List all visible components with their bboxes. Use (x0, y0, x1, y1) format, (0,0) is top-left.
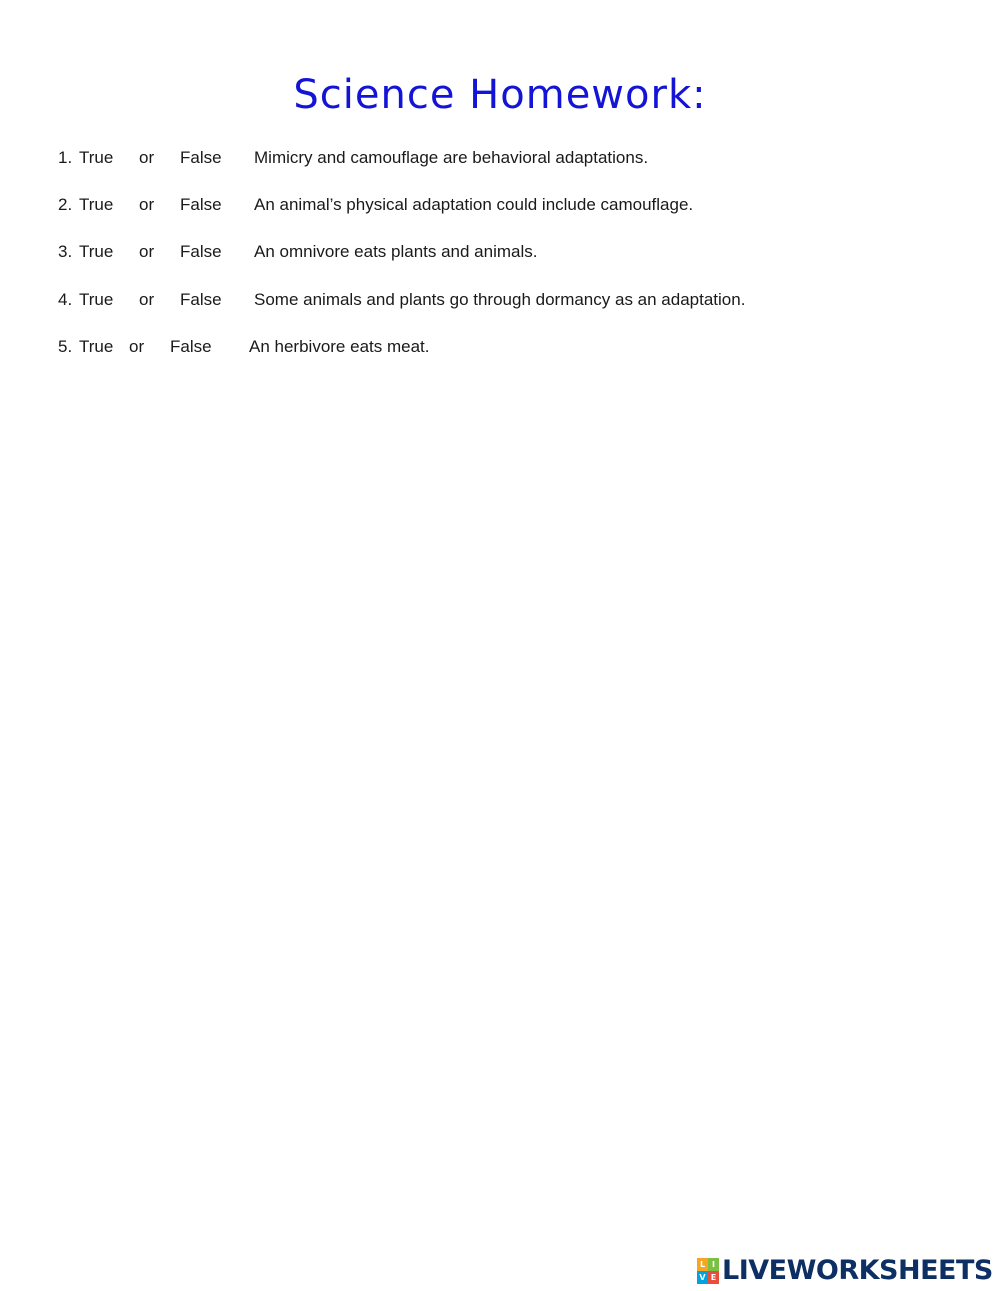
question-statement: Mimicry and camouflage are behavioral adaptations. (254, 148, 649, 167)
or-separator: or (139, 290, 155, 309)
liveworksheets-logo (697, 1256, 993, 1286)
true-option[interactable]: True (79, 242, 114, 261)
or-separator: or (129, 337, 145, 356)
question-number: 1. (58, 148, 73, 167)
false-option[interactable]: False (180, 242, 222, 261)
false-option[interactable]: False (180, 148, 222, 167)
question-number: 5. (58, 337, 73, 356)
question-statement: An omnivore eats plants and animals. (254, 242, 538, 261)
question-statement: An animal’s physical adaptation could include camouflage. (254, 195, 694, 214)
false-option[interactable]: False (170, 337, 212, 356)
or-separator: or (139, 242, 155, 261)
false-option[interactable]: False (180, 195, 222, 214)
page-title: Science Homework: (293, 72, 707, 118)
false-option[interactable]: False (180, 290, 222, 309)
question-number: 2. (58, 195, 73, 214)
true-option[interactable]: True (79, 148, 114, 167)
true-option[interactable]: True (79, 290, 114, 309)
brand-text: LIVEWORKSHEETS (722, 1255, 993, 1286)
logo-letter: V (697, 1271, 708, 1284)
question-number: 3. (58, 242, 73, 261)
or-separator: or (139, 148, 155, 167)
question-statement: Some animals and plants go through dormancy as an adaptation. (254, 290, 746, 309)
true-option[interactable]: True (79, 195, 114, 214)
question-number: 4. (58, 290, 73, 309)
or-separator: or (139, 195, 155, 214)
logo-letter: L (697, 1258, 708, 1271)
logo-letter: E (708, 1271, 719, 1284)
true-option[interactable]: True (79, 337, 114, 356)
logo-mark-icon (697, 1258, 719, 1284)
question-statement: An herbivore eats meat. (249, 337, 430, 356)
logo-letter: I (708, 1258, 719, 1271)
